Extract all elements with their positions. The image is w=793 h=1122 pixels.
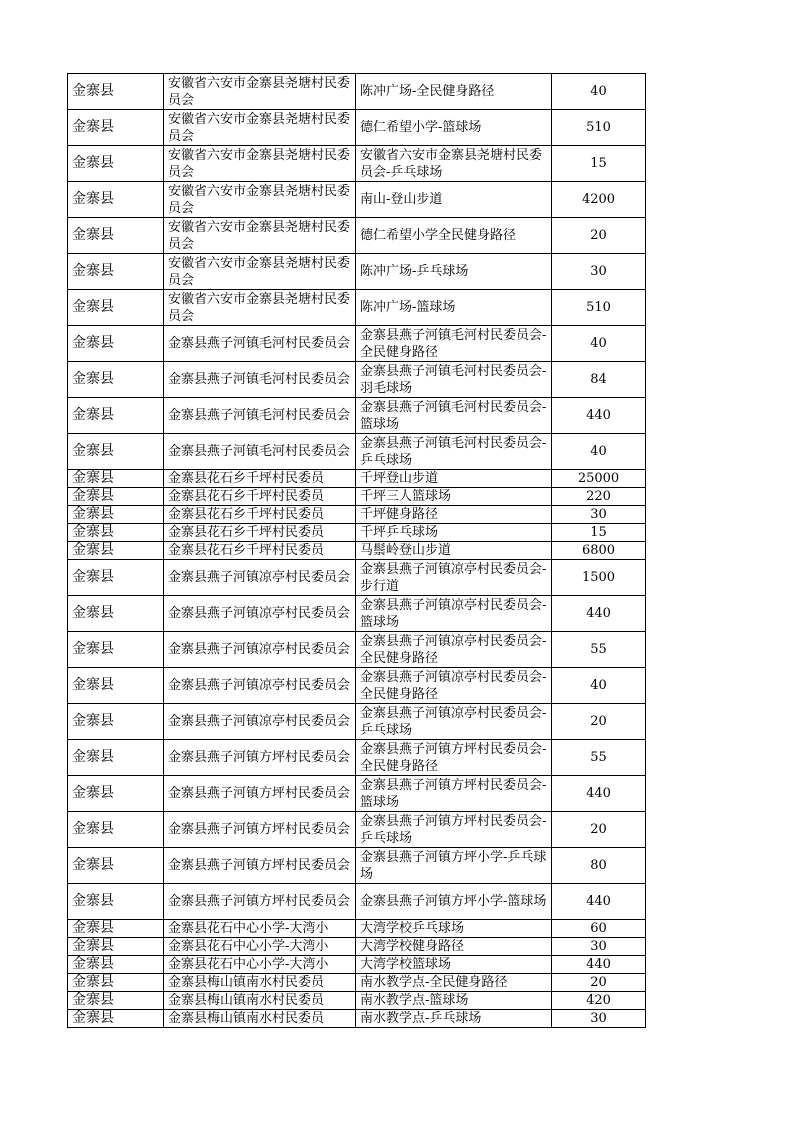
county-cell: 金寨县 xyxy=(68,74,164,110)
county-cell: 金寨县 xyxy=(68,596,164,632)
table-row xyxy=(68,974,646,992)
facility-cell: 陈冲广场-全民健身路径 xyxy=(356,74,552,110)
committee-cell: 金寨县花石中心小学-大湾小 xyxy=(164,956,356,974)
committee-cell: 金寨县燕子河镇凉亭村民委员会 xyxy=(164,704,356,740)
committee-cell: 安徽省六安市金寨县尧塘村民委员会 xyxy=(164,110,356,146)
table-row xyxy=(68,1010,646,1028)
county-cell: 金寨县 xyxy=(68,776,164,812)
table-row xyxy=(68,254,646,290)
value-cell: 440 xyxy=(552,776,646,812)
county-cell: 金寨县 xyxy=(68,740,164,776)
facility-cell: 金寨县燕子河镇凉亭村民委员会-全民健身路径 xyxy=(356,632,552,668)
table-row xyxy=(68,182,646,218)
facility-cell: 安徽省六安市金寨县尧塘村民委员会-乒乓球场 xyxy=(356,146,552,182)
committee-cell: 金寨县燕子河镇凉亭村民委员会 xyxy=(164,560,356,596)
facility-cell: 千坪三人篮球场 xyxy=(356,488,552,506)
value-cell: 20 xyxy=(552,218,646,254)
value-cell: 80 xyxy=(552,848,646,884)
county-cell: 金寨县 xyxy=(68,434,164,470)
committee-cell: 金寨县梅山镇南水村民委员 xyxy=(164,1010,356,1028)
value-cell: 20 xyxy=(552,974,646,992)
county-cell: 金寨县 xyxy=(68,524,164,542)
facility-cell: 金寨县燕子河镇方坪村民委员会-乒乓球场 xyxy=(356,812,552,848)
value-cell: 55 xyxy=(552,632,646,668)
facility-cell: 金寨县燕子河镇凉亭村民委员会-乒乓球场 xyxy=(356,704,552,740)
table-row xyxy=(68,434,646,470)
committee-cell: 金寨县燕子河镇毛河村民委员会 xyxy=(164,398,356,434)
table-row xyxy=(68,362,646,398)
table-row xyxy=(68,470,646,488)
committee-cell: 金寨县燕子河镇方坪村民委员会 xyxy=(164,848,356,884)
county-cell: 金寨县 xyxy=(68,290,164,326)
table-row xyxy=(68,668,646,704)
committee-cell: 安徽省六安市金寨县尧塘村民委员会 xyxy=(164,146,356,182)
value-cell: 30 xyxy=(552,506,646,524)
table-row xyxy=(68,596,646,632)
value-cell: 510 xyxy=(552,290,646,326)
county-cell: 金寨县 xyxy=(68,668,164,704)
committee-cell: 金寨县花石乡千坪村民委员 xyxy=(164,470,356,488)
facility-cell: 金寨县燕子河镇方坪村民委员会-篮球场 xyxy=(356,776,552,812)
value-cell: 510 xyxy=(552,110,646,146)
county-cell: 金寨县 xyxy=(68,884,164,920)
table-row xyxy=(68,884,646,920)
county-cell: 金寨县 xyxy=(68,560,164,596)
committee-cell: 金寨县燕子河镇毛河村民委员会 xyxy=(164,434,356,470)
county-cell: 金寨县 xyxy=(68,632,164,668)
facility-cell: 金寨县燕子河镇凉亭村民委员会-步行道 xyxy=(356,560,552,596)
value-cell: 15 xyxy=(552,524,646,542)
value-cell: 6800 xyxy=(552,542,646,560)
value-cell: 30 xyxy=(552,254,646,290)
committee-cell: 金寨县梅山镇南水村民委员 xyxy=(164,974,356,992)
table-body xyxy=(68,74,646,1028)
county-cell: 金寨县 xyxy=(68,938,164,956)
county-cell: 金寨县 xyxy=(68,362,164,398)
value-cell: 440 xyxy=(552,398,646,434)
value-cell: 420 xyxy=(552,992,646,1010)
committee-cell: 金寨县梅山镇南水村民委员 xyxy=(164,992,356,1010)
county-cell: 金寨县 xyxy=(68,182,164,218)
table-row xyxy=(68,110,646,146)
table-row xyxy=(68,542,646,560)
facility-cell: 金寨县燕子河镇毛河村民委员会-羽毛球场 xyxy=(356,362,552,398)
county-cell: 金寨县 xyxy=(68,488,164,506)
table-row xyxy=(68,74,646,110)
county-cell: 金寨县 xyxy=(68,326,164,362)
facility-cell: 南水教学点-全民健身路径 xyxy=(356,974,552,992)
committee-cell: 金寨县花石乡千坪村民委员 xyxy=(164,524,356,542)
county-cell: 金寨县 xyxy=(68,974,164,992)
facility-cell: 马鬃岭登山步道 xyxy=(356,542,552,560)
facility-cell: 金寨县燕子河镇毛河村民委员会-全民健身路径 xyxy=(356,326,552,362)
table-row xyxy=(68,524,646,542)
county-cell: 金寨县 xyxy=(68,1010,164,1028)
county-cell: 金寨县 xyxy=(68,218,164,254)
table-row xyxy=(68,938,646,956)
value-cell: 40 xyxy=(552,74,646,110)
table-row xyxy=(68,506,646,524)
table-row xyxy=(68,992,646,1010)
table-row xyxy=(68,488,646,506)
value-cell: 1500 xyxy=(552,560,646,596)
value-cell: 40 xyxy=(552,326,646,362)
table-row xyxy=(68,632,646,668)
county-cell: 金寨县 xyxy=(68,992,164,1010)
county-cell: 金寨县 xyxy=(68,470,164,488)
table-row xyxy=(68,740,646,776)
committee-cell: 金寨县燕子河镇方坪村民委员会 xyxy=(164,776,356,812)
facility-cell: 金寨县燕子河镇凉亭村民委员会-全民健身路径 xyxy=(356,668,552,704)
value-cell: 60 xyxy=(552,920,646,938)
facility-cell: 金寨县燕子河镇凉亭村民委员会-篮球场 xyxy=(356,596,552,632)
committee-cell: 金寨县花石乡千坪村民委员 xyxy=(164,542,356,560)
facility-cell: 金寨县燕子河镇毛河村民委员会-篮球场 xyxy=(356,398,552,434)
committee-cell: 安徽省六安市金寨县尧塘村民委员会 xyxy=(164,254,356,290)
table-row xyxy=(68,290,646,326)
table-row xyxy=(68,560,646,596)
county-cell: 金寨县 xyxy=(68,254,164,290)
committee-cell: 金寨县燕子河镇凉亭村民委员会 xyxy=(164,632,356,668)
facility-table xyxy=(67,73,646,1028)
facility-cell: 陈冲广场-篮球场 xyxy=(356,290,552,326)
value-cell: 220 xyxy=(552,488,646,506)
table-row xyxy=(68,326,646,362)
value-cell: 15 xyxy=(552,146,646,182)
value-cell: 20 xyxy=(552,704,646,740)
committee-cell: 金寨县花石乡千坪村民委员 xyxy=(164,488,356,506)
value-cell: 440 xyxy=(552,956,646,974)
value-cell: 4200 xyxy=(552,182,646,218)
table-row xyxy=(68,398,646,434)
value-cell: 40 xyxy=(552,434,646,470)
committee-cell: 安徽省六安市金寨县尧塘村民委员会 xyxy=(164,290,356,326)
value-cell: 30 xyxy=(552,1010,646,1028)
value-cell: 440 xyxy=(552,596,646,632)
facility-cell: 金寨县燕子河镇方坪小学-乒乓球场 xyxy=(356,848,552,884)
value-cell: 40 xyxy=(552,668,646,704)
facility-cell: 金寨县燕子河镇方坪村民委员会-全民健身路径 xyxy=(356,740,552,776)
value-cell: 25000 xyxy=(552,470,646,488)
facility-cell: 南水教学点-乒乓球场 xyxy=(356,1010,552,1028)
committee-cell: 金寨县燕子河镇方坪村民委员会 xyxy=(164,740,356,776)
county-cell: 金寨县 xyxy=(68,704,164,740)
table-row xyxy=(68,218,646,254)
facility-cell: 千坪健身路径 xyxy=(356,506,552,524)
table-row xyxy=(68,704,646,740)
facility-cell: 南水教学点-篮球场 xyxy=(356,992,552,1010)
value-cell: 55 xyxy=(552,740,646,776)
facility-cell: 千坪乒乓球场 xyxy=(356,524,552,542)
facility-cell: 德仁希望小学-篮球场 xyxy=(356,110,552,146)
table-row xyxy=(68,956,646,974)
facility-cell: 金寨县燕子河镇方坪小学-篮球场 xyxy=(356,884,552,920)
facility-cell: 德仁希望小学全民健身路径 xyxy=(356,218,552,254)
facility-cell: 陈冲广场-乒乓球场 xyxy=(356,254,552,290)
table-row xyxy=(68,146,646,182)
facility-cell: 南山-登山步道 xyxy=(356,182,552,218)
committee-cell: 金寨县燕子河镇凉亭村民委员会 xyxy=(164,596,356,632)
value-cell: 30 xyxy=(552,938,646,956)
table-row xyxy=(68,812,646,848)
table-row xyxy=(68,920,646,938)
committee-cell: 安徽省六安市金寨县尧塘村民委员会 xyxy=(164,218,356,254)
committee-cell: 金寨县花石乡千坪村民委员 xyxy=(164,506,356,524)
committee-cell: 金寨县燕子河镇方坪村民委员会 xyxy=(164,884,356,920)
committee-cell: 安徽省六安市金寨县尧塘村民委员会 xyxy=(164,182,356,218)
table-row xyxy=(68,848,646,884)
county-cell: 金寨县 xyxy=(68,398,164,434)
value-cell: 84 xyxy=(552,362,646,398)
county-cell: 金寨县 xyxy=(68,110,164,146)
county-cell: 金寨县 xyxy=(68,920,164,938)
committee-cell: 金寨县花石中心小学-大湾小 xyxy=(164,920,356,938)
facility-cell: 金寨县燕子河镇毛河村民委员会-乒乓球场 xyxy=(356,434,552,470)
table-row xyxy=(68,776,646,812)
committee-cell: 金寨县花石中心小学-大湾小 xyxy=(164,938,356,956)
committee-cell: 金寨县燕子河镇凉亭村民委员会 xyxy=(164,668,356,704)
facility-cell: 大湾学校篮球场 xyxy=(356,956,552,974)
facility-cell: 大湾学校乒乓球场 xyxy=(356,920,552,938)
committee-cell: 安徽省六安市金寨县尧塘村民委员会 xyxy=(164,74,356,110)
value-cell: 440 xyxy=(552,884,646,920)
county-cell: 金寨县 xyxy=(68,848,164,884)
county-cell: 金寨县 xyxy=(68,506,164,524)
county-cell: 金寨县 xyxy=(68,542,164,560)
county-cell: 金寨县 xyxy=(68,146,164,182)
committee-cell: 金寨县燕子河镇毛河村民委员会 xyxy=(164,362,356,398)
value-cell: 20 xyxy=(552,812,646,848)
facility-cell: 千坪登山步道 xyxy=(356,470,552,488)
county-cell: 金寨县 xyxy=(68,956,164,974)
committee-cell: 金寨县燕子河镇方坪村民委员会 xyxy=(164,812,356,848)
committee-cell: 金寨县燕子河镇毛河村民委员会 xyxy=(164,326,356,362)
county-cell: 金寨县 xyxy=(68,812,164,848)
facility-cell: 大湾学校健身路径 xyxy=(356,938,552,956)
